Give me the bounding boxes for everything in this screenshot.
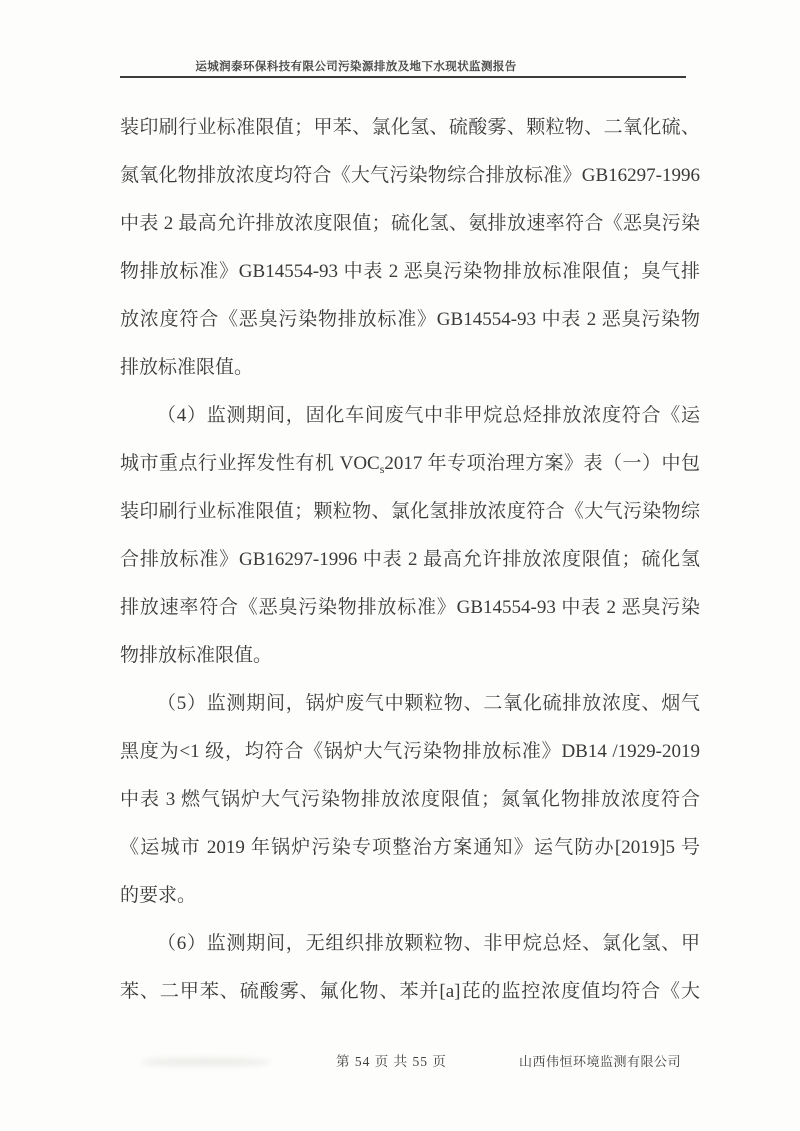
- header-divider-line: [120, 76, 686, 78]
- voc-subscript: s: [379, 462, 385, 476]
- body-line: 物排放标准限值。: [120, 645, 273, 666]
- body-line: 中表 2 最高允许排放浓度限值；硫化氢、氨排放速率符合《恶臭污染: [120, 213, 700, 234]
- voc-text-prefix: 城市重点行业挥发性有机 VOC: [120, 453, 380, 474]
- body-line-voc: [120, 440, 700, 488]
- body-line: 装印刷行业标准限值；甲苯、氯化氢、硫酸雾、颗粒物、二氧化硫、: [120, 117, 700, 138]
- body-line: 苯、二甲苯、硫酸雾、氟化物、苯并[a]芘的监控浓度值均符合《大: [120, 981, 700, 1002]
- body-line: 放浓度符合《恶臭污染物排放标准》GB14554-93 中表 2 恶臭污染物: [120, 309, 700, 330]
- footer-company-name: 山西伟恒环境监测有限公司: [519, 1054, 682, 1069]
- report-header-title: 运城润泰环保科技有限公司污染源排放及地下水现状监测报告: [195, 61, 517, 73]
- body-line: 合排放标准》GB16297-1996 中表 2 最高允许排放浓度限值；硫化氢: [120, 549, 700, 570]
- body-line: 排放速率符合《恶臭污染物排放标准》GB14554-93 中表 2 恶臭污染: [120, 597, 700, 618]
- body-line: 氮氧化物排放浓度均符合《大气污染物综合排放标准》GB16297-1996: [120, 165, 700, 186]
- scan-smudge: [140, 1058, 270, 1066]
- report-body: [120, 104, 700, 1016]
- body-line-paragraph-6-start: （6）监测期间，无组织排放颗粒物、非甲烷总烃、氯化氢、甲: [157, 933, 700, 954]
- body-line: 《运城市 2019 年锅炉污染专项整治方案通知》运气防办[2019]5 号: [120, 837, 700, 858]
- body-line: 装印刷行业标准限值；颗粒物、氯化氢排放浓度符合《大气污染物综: [120, 501, 700, 522]
- body-line: 排放标准限值。: [120, 357, 254, 378]
- body-line: 物排放标准》GB14554-93 中表 2 恶臭污染物排放标准限值；臭气排: [120, 261, 700, 282]
- body-line: 的要求。: [120, 885, 197, 906]
- body-line-paragraph-5-start: （5）监测期间，锅炉废气中颗粒物、二氧化硫排放浓度、烟气: [157, 693, 700, 714]
- body-line: 中表 3 燃气锅炉大气污染物排放浓度限值；氮氧化物排放浓度符合: [120, 789, 700, 810]
- footer-page-indicator: 第 54 页 共 55 页: [336, 1054, 447, 1069]
- body-line: 黑度为<1 级，均符合《锅炉大气污染物排放标准》DB14 /1929-2019: [120, 741, 700, 762]
- body-line-paragraph-4-start: （4）监测期间，固化车间废气中非甲烷总烃排放浓度符合《运: [157, 405, 700, 426]
- voc-text-suffix: 2017 年专项治理方案》表（一）中包: [384, 453, 700, 474]
